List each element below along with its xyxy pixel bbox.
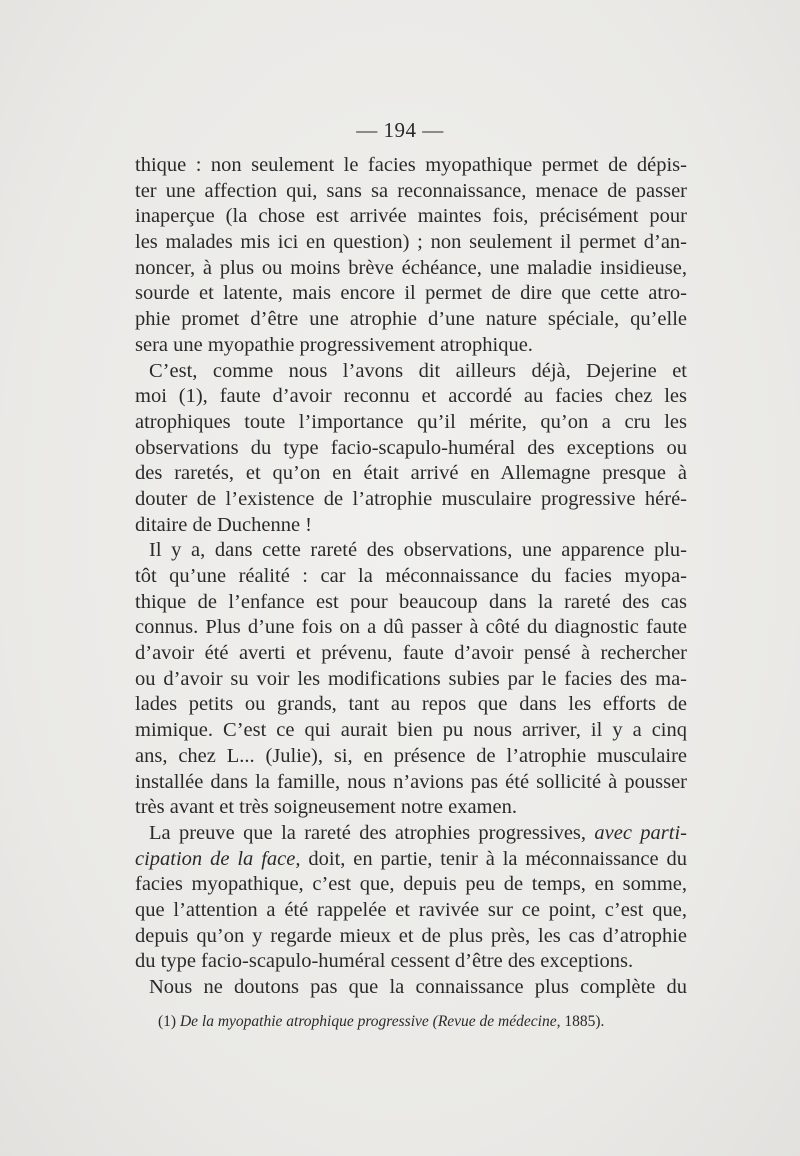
text-line: installée dans la famille, nous n’avions pas été sollicité à pousser (135, 770, 687, 793)
text-line: sourde et latente, mais encore il permet de dire que cette atro- (135, 282, 687, 305)
text-line: ter une affection qui, sans sa reconnaissance, menace de passer (135, 179, 687, 202)
text-line: observations du type facio-scapulo-huméral des exceptions ou (135, 436, 687, 459)
text-segment: La preuve que la rareté des atrophies progressives, (149, 821, 587, 844)
text-line: tôt qu’une réalité : car la méconnaissance du facies myopa- (135, 565, 687, 587)
text-line: Nous ne doutons pas que la connaissance plus complète du (149, 976, 687, 998)
text-line: ou d’avoir su voir les modifications subies par le facies des ma- (135, 667, 687, 690)
text-line: sera une myopathie progressivement atrophique. (135, 333, 533, 356)
footnote-year: 1885). (564, 1013, 605, 1030)
text-line: que l’attention a été rappelée et ravivée sur ce point, c’est que, (135, 898, 687, 921)
text-line: des raretés, et qu’on en était arrivé en Allemagne presque à (135, 462, 687, 485)
text-segment: doit, en partie, tenir à la méconnaissance du (308, 847, 688, 870)
text-line: connus. Plus d’une fois on a dû passer à côté du diagnostic faute (135, 616, 687, 639)
paragraph-2 (135, 359, 687, 539)
text-line: atrophiques toute l’importance qu’il mérite, qu’on a cru les (135, 410, 687, 433)
text-line: noncer, à plus ou moins brève échéance, une maladie insidieuse, (135, 256, 687, 279)
text-line (135, 847, 687, 873)
text-line: Il y a, dans cette rareté des observations, une apparence plu- (149, 539, 687, 562)
text-line: très avant et très soigneusement notre examen. (135, 796, 517, 819)
text-line: phie promet d’être une atrophie d’une nature spéciale, qu’elle (135, 308, 687, 331)
text-line: moi (1), faute d’avoir reconnu et accordé au facies chez les (135, 385, 687, 408)
paragraph-1 (135, 153, 687, 359)
text-line: du type facio-scapulo-huméral cessent d’être des exceptions. (135, 950, 634, 973)
text-line: ditaire de Duchenne ! (135, 513, 313, 536)
text-line (135, 821, 687, 847)
body-text (135, 153, 687, 1001)
text-line: mimique. C’est ce qui aurait bien pu nous arriver, il y a cinq (135, 719, 687, 742)
text-line: inaperçue (la chose est arrivée maintes fois, précisément pour (135, 205, 687, 228)
paragraph-5 (135, 975, 687, 1001)
italic-phrase: avec parti- (594, 821, 687, 844)
footnote (158, 1013, 604, 1031)
paragraph-4 (135, 821, 687, 975)
footnote-title: De la myopathie atrophique progressive (179, 1013, 429, 1030)
text-line: lades petits ou grands, tant au repos que dans les efforts de (135, 693, 687, 716)
text-line: C’est, comme nous l’avons dit ailleurs déjà, Dejerine et (149, 359, 687, 382)
text-line: douter de l’existence de l’atrophie musculaire progressive héré- (135, 487, 687, 510)
footnote-marker: (1) (158, 1013, 177, 1030)
italic-phrase: cipation de la face, (135, 847, 301, 870)
text-line: thique : non seulement le facies myopathique permet de dépis- (135, 154, 687, 176)
text-line: depuis qu’on y regarde mieux et de plus près, les cas d’atrophie (135, 924, 687, 947)
paragraph-3 (135, 538, 687, 821)
text-line: facies myopathique, c’est que, depuis peu de temps, en somme, (135, 873, 687, 896)
footnote-journal: (Revue de médecine, (432, 1013, 561, 1030)
text-line: d’avoir été averti et prévenu, faute d’avoir pensé à rechercher (135, 642, 687, 665)
page-number: — 194 — (356, 118, 444, 142)
text-line: thique de l’enfance est pour beaucoup dans la rareté des cas (135, 590, 687, 613)
text-line: ans, chez L... (Julie), si, en présence de l’atrophie musculaire (135, 744, 687, 767)
text-line: les malades mis ici en question) ; non seulement il permet d’an- (135, 231, 687, 254)
